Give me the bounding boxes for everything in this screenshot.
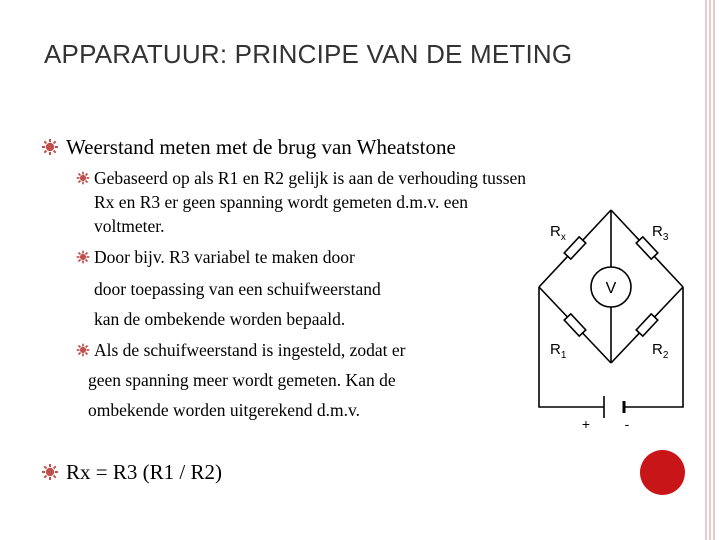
sub-bullet-1-line-2: Rx en R3 er geen spanning wordt gemeten d.m.v. een: [94, 192, 469, 212]
formula-text: Rx = R3 (R1 / R2): [66, 460, 222, 484]
label-r2: $R_2$: [652, 341, 669, 361]
sub-bullet-3-line-1: Als de schuifweerstand is ingesteld, zodat er: [94, 340, 406, 360]
sub-bullet-1-line-3: voltmeter.: [94, 216, 165, 236]
label-voltmeter: V: [605, 280, 617, 297]
label-battery-plus: +: [581, 416, 591, 432]
sub-bullet-3-line-3: ombekende worden uitgerekend d.m.v.: [88, 400, 360, 420]
label-rx: $R_x$: [550, 223, 566, 243]
sub-bullet-2-line-1: Door bijv. R3 variabel te maken door: [94, 247, 355, 267]
sub-bullet-1-line-1: Gebaseerd op als R1 en R2 gelijk is aan de verhouding tussen: [94, 168, 527, 188]
wire-left-to-battery: [539, 287, 604, 407]
resistor-r1: [564, 314, 586, 336]
decorative-red-circle: [640, 450, 685, 495]
resistor-rx: [564, 237, 586, 259]
label-r1: $R_1$: [550, 341, 567, 361]
bullet-main-1-text: Weerstand meten met de brug van Wheatstone: [66, 135, 456, 159]
resistor-r3: [636, 237, 658, 259]
resistor-r2: [636, 314, 658, 336]
sub-bullet-2-line-2: door toepassing van een schuifweerstand: [94, 279, 381, 299]
sub-bullet-3-line-2: geen spanning meer wordt gemeten. Kan de: [88, 370, 396, 390]
label-r3: $R_3$: [652, 223, 669, 243]
label-battery-minus: -: [624, 416, 630, 432]
sub-bullet-2-line-3: kan de ombekende worden bepaald.: [94, 309, 346, 329]
slide-title: APPARATUUR: PRINCIPE VAN DE METING: [44, 39, 573, 69]
